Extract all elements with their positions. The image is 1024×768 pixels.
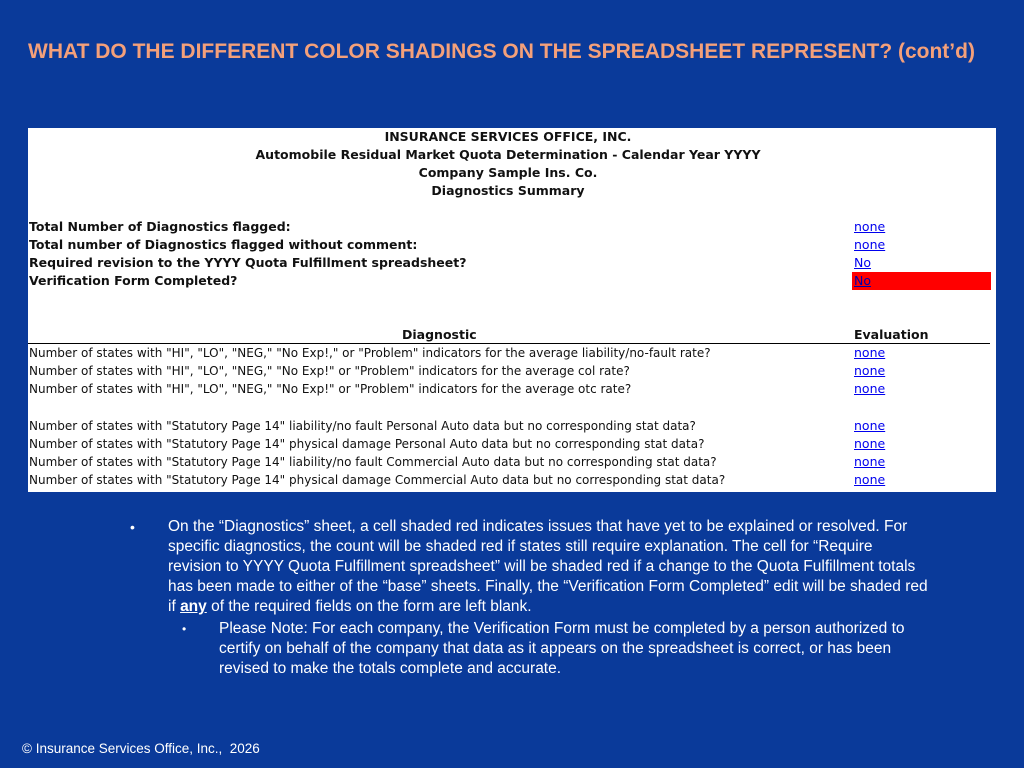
summary-value-link[interactable]: none: [854, 219, 886, 234]
summary-value-link[interactable]: No: [854, 255, 871, 270]
summary-row: [28, 254, 996, 272]
summary-row: [28, 236, 996, 254]
column-header-diagnostic: Diagnostic: [402, 327, 477, 342]
summary-value-link[interactable]: none: [854, 237, 886, 252]
summary-label: Verification Form Completed?: [29, 273, 238, 288]
sub-bullet-text: Please Note: For each company, the Verification Form must be completed by a person authorized to certify on behalf of the company that data as it appears on the spreadsheet is correct, or has been revised to make the totals complete and accurate.: [219, 620, 905, 677]
sheet-header-company: INSURANCE SERVICES OFFICE, INC.: [384, 129, 632, 144]
diagnostic-row: [28, 471, 996, 489]
evaluation-link[interactable]: none: [854, 381, 886, 396]
summary-row-verification: [28, 272, 996, 290]
diagnostic-row: [28, 453, 996, 471]
main-bullet: [130, 517, 930, 617]
diagnostic-row: [28, 380, 996, 398]
diagnostic-label: Number of states with "Statutory Page 14" physical damage Personal Auto data but no corresponding stat data?: [29, 437, 705, 451]
evaluation-link[interactable]: none: [854, 436, 886, 451]
evaluation-link[interactable]: none: [854, 418, 886, 433]
evaluation-link[interactable]: none: [854, 454, 886, 469]
sheet-header-summary: Diagnostics Summary: [431, 183, 585, 198]
summary-label: Total Number of Diagnostics flagged:: [29, 219, 291, 234]
summary-row: [28, 218, 996, 236]
copyright-footer: © Insurance Services Office, Inc., 2026: [22, 741, 260, 756]
diagnostic-label: Number of states with "HI", "LO", "NEG," "No Exp!" or "Problem" indicators for the average otc rate?: [29, 382, 632, 396]
evaluation-link[interactable]: none: [854, 345, 886, 360]
evaluation-link[interactable]: none: [854, 363, 886, 378]
bullet-icon: •: [182, 622, 187, 636]
summary-label: Total number of Diagnostics flagged without comment:: [29, 237, 418, 252]
diagnostic-label: Number of states with "Statutory Page 14" physical damage Commercial Auto data but no corresponding stat data?: [29, 473, 726, 487]
bullet-icon: •: [130, 519, 135, 535]
diagnostic-row: [28, 435, 996, 453]
sub-bullet: [130, 619, 930, 679]
sheet-header-report: Automobile Residual Market Quota Determination - Calendar Year YYYY: [255, 147, 761, 162]
main-bullet-text-before: On the “Diagnostics” sheet, a cell shaded red indicates issues that have yet to be explained or resolved. For specific diagnostics, the count will be shaded red if states still require explanation. The cell for “Require revision to YYYY Quota Fulfillment spreadsheet” will be shaded red if a change to the Quota Fulfillment totals has been made to either of the “base” sheets. Finally, the “Verification Form Completed” edit will be shaded red if: [168, 518, 928, 615]
summary-label: Required revision to the YYYY Quota Fulfillment spreadsheet?: [29, 255, 467, 270]
evaluation-link[interactable]: none: [854, 472, 886, 487]
diagnostic-label: Number of states with "Statutory Page 14" liability/no fault Personal Auto data but no corresponding stat data?: [29, 419, 696, 433]
diagnostic-row: [28, 344, 996, 362]
slide-title: WHAT DO THE DIFFERENT COLOR SHADINGS ON THE SPREADSHEET REPRESENT? (cont’d): [28, 40, 975, 63]
diagnostic-row: [28, 362, 996, 380]
spreadsheet-screenshot: [28, 128, 996, 492]
emphasis-any: any: [180, 598, 207, 615]
main-bullet-text-after: of the required fields on the form are left blank.: [206, 598, 532, 615]
diagnostic-label: Number of states with "Statutory Page 14" liability/no fault Commercial Auto data but no corresponding stat data?: [29, 455, 717, 469]
diagnostic-label: Number of states with "HI", "LO", "NEG," "No Exp!," or "Problem" indicators for the average liability/no-fault rate?: [29, 346, 711, 360]
explanation-bullets: [130, 517, 930, 679]
diagnostic-label: Number of states with "HI", "LO", "NEG," "No Exp!" or "Problem" indicators for the average col rate?: [29, 364, 630, 378]
diagnostic-row: [28, 417, 996, 435]
verification-value-red-cell[interactable]: No: [852, 272, 991, 290]
column-header-evaluation: Evaluation: [854, 327, 929, 342]
sheet-header-insurer: Company Sample Ins. Co.: [418, 165, 598, 180]
